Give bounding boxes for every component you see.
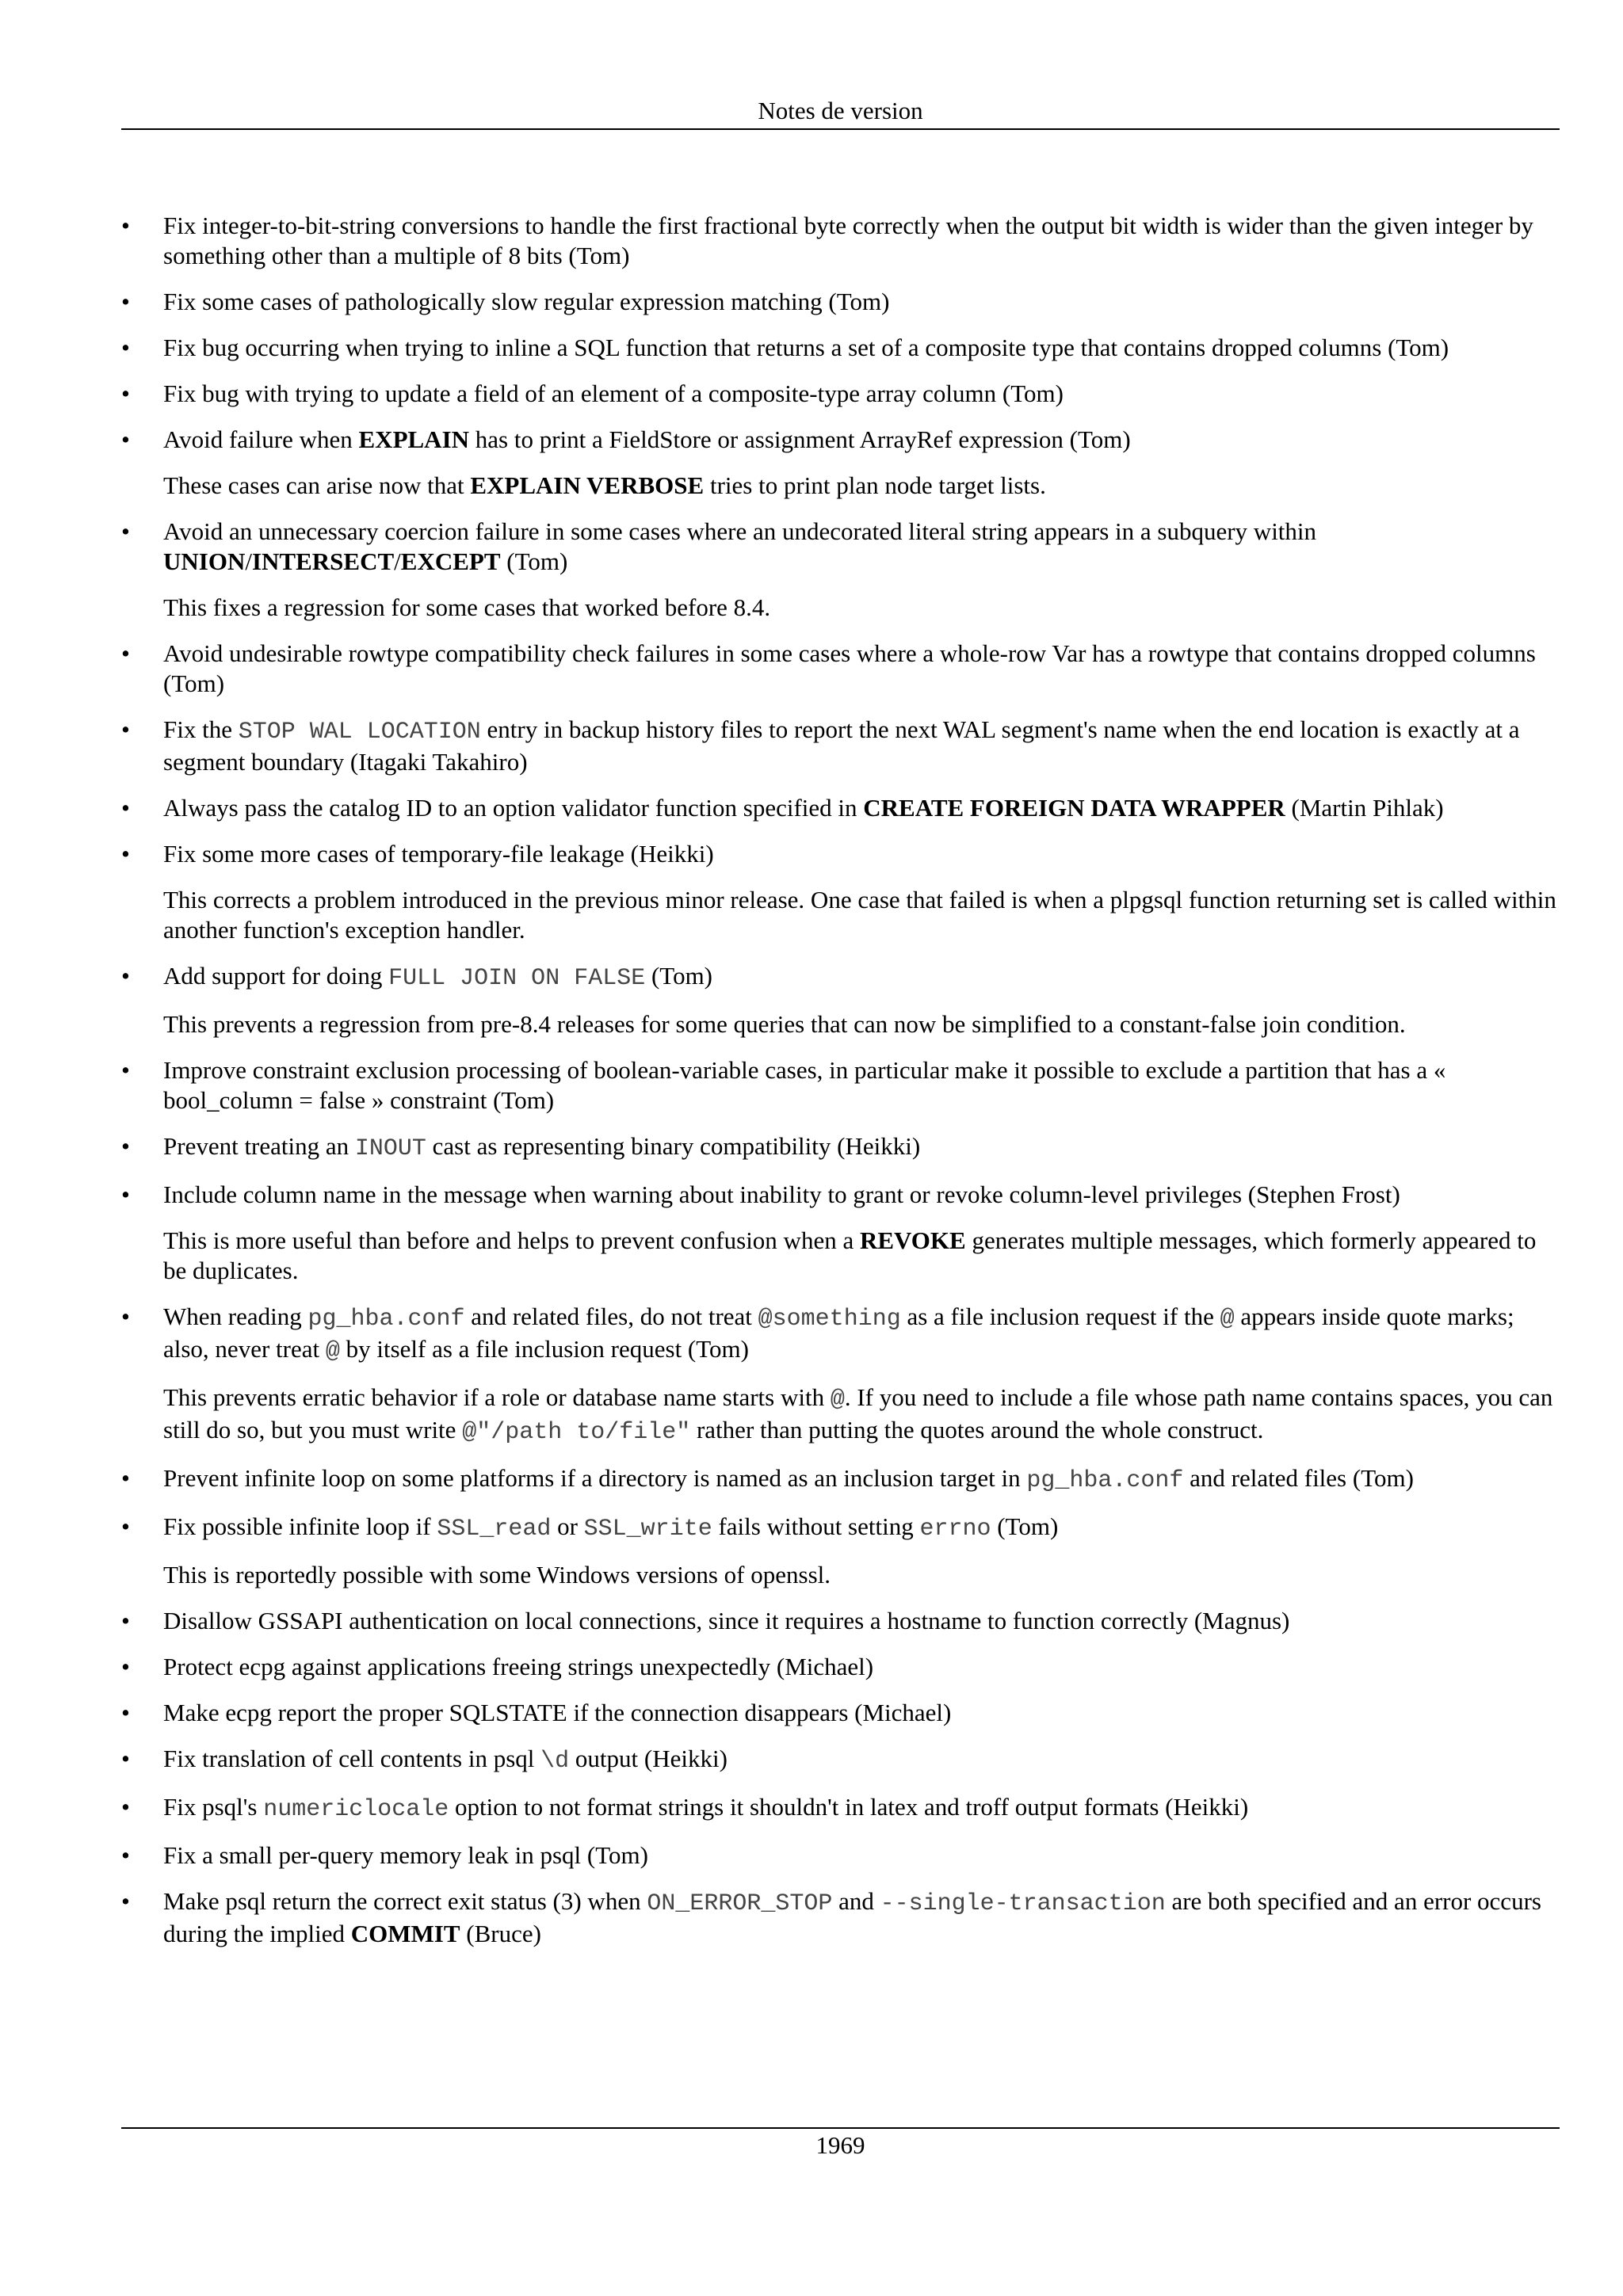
- bullet-icon: •: [121, 1512, 130, 1540]
- text-run: appears inside quote marks; also, never treat: [163, 1302, 1514, 1363]
- list-item: [121, 1606, 1560, 1636]
- list-item: [121, 1131, 1560, 1164]
- text-run: option to not format strings it shouldn't in latex and troff output formats (Heikki): [449, 1793, 1249, 1821]
- list-item: [121, 1463, 1560, 1496]
- text-run: Always pass the catalog ID to an option validator function specified in: [163, 794, 864, 822]
- text-run: Fix bug occurring when trying to inline a SQL function that returns a set of a composite type that contains dropped columns (Tom): [163, 334, 1449, 361]
- text-run: are both specified and an error occurs during the implied: [163, 1887, 1541, 1947]
- text-run: (Bruce): [460, 1920, 541, 1947]
- bullet-icon: •: [121, 334, 130, 361]
- bullet-icon: •: [121, 962, 130, 990]
- command-keyword: UNION: [163, 547, 246, 575]
- text-run: This is more useful than before and helps to prevent confusion when a: [163, 1226, 860, 1254]
- text-run: Avoid undesirable rowtype compatibility check failures in some cases where a whole-row Var has a rowtype that contains dropped columns (Tom): [163, 639, 1536, 697]
- text-run: Fix a small per-query memory leak in psql (Tom): [163, 1841, 648, 1869]
- text-run: by itself as a file inclusion request (Tom): [339, 1335, 749, 1363]
- text-run: Improve constraint exclusion processing of boolean-variable cases, in particular make it possible to exclude a partition that has a « bool_column = false » constraint (Tom): [163, 1056, 1446, 1114]
- list-item: [121, 425, 1560, 501]
- text-run: Fix translation of cell contents in psql: [163, 1745, 541, 1772]
- text-run: fails without setting: [712, 1512, 920, 1540]
- text-run: cast as representing binary compatibility (Heikki): [426, 1132, 921, 1160]
- list-item: [121, 1886, 1560, 1949]
- text-run: tries to print plan node target lists.: [704, 471, 1046, 499]
- bullet-icon: •: [121, 715, 130, 743]
- code-literal: SSL_write: [583, 1516, 712, 1543]
- text-run: Include column name in the message when warning about inability to grant or revoke column-level privileges (Stephen Frost): [163, 1180, 1400, 1208]
- command-keyword: EXCEPT: [400, 547, 501, 575]
- list-item: [121, 517, 1560, 623]
- bullet-icon: •: [121, 639, 130, 667]
- item-text: [163, 1840, 1560, 1871]
- item-text: [163, 1512, 1560, 1544]
- text-run: This fixes a regression for some cases that worked before 8.4.: [163, 593, 771, 621]
- text-run: has to print a FieldStore or assignment ArrayRef expression (Tom): [469, 425, 1131, 453]
- text-run: Add support for doing: [163, 962, 389, 990]
- bullet-icon: •: [121, 425, 130, 453]
- list-item: [121, 1698, 1560, 1728]
- page-header-title: Notes de version: [758, 97, 923, 124]
- bullet-icon: •: [121, 1841, 130, 1869]
- item-text: [163, 1652, 1560, 1682]
- list-item: [121, 961, 1560, 1039]
- item-text: [163, 639, 1560, 699]
- item-text: [163, 1886, 1560, 1949]
- bullet-icon: •: [121, 1653, 130, 1680]
- list-item: [121, 1792, 1560, 1825]
- code-literal: SSL_read: [437, 1516, 552, 1543]
- code-literal: @: [1220, 1306, 1235, 1333]
- text-run: This prevents a regression from pre-8.4 releases for some queries that can now be simplified to a constant-false join condition.: [163, 1010, 1406, 1038]
- bullet-icon: •: [121, 1302, 130, 1330]
- text-run: (Tom): [991, 1512, 1059, 1540]
- command-keyword: EXPLAIN VERBOSE: [470, 471, 705, 499]
- bullet-icon: •: [121, 840, 130, 868]
- text-run: Fix some cases of pathologically slow regular expression matching (Tom): [163, 288, 890, 315]
- command-keyword: COMMIT: [350, 1920, 460, 1947]
- item-text: [163, 1698, 1560, 1728]
- list-item: [121, 793, 1560, 823]
- text-run: Make psql return the correct exit status (3) when: [163, 1887, 647, 1915]
- bullet-icon: •: [121, 1699, 130, 1726]
- code-literal: errno: [919, 1516, 991, 1543]
- item-text: [163, 1302, 1560, 1367]
- text-run: generates multiple messages, which formerly appeared to be duplicates.: [163, 1226, 1537, 1284]
- text-run: Make ecpg report the proper SQLSTATE if the connection disappears (Michael): [163, 1699, 952, 1726]
- code-literal: @: [830, 1386, 845, 1413]
- item-text: [163, 1131, 1560, 1164]
- item-text: [163, 425, 1560, 455]
- text-run: These cases can arise now that: [163, 471, 471, 499]
- command-keyword: REVOKE: [859, 1226, 966, 1254]
- code-literal: --single-transaction: [880, 1890, 1166, 1917]
- page-number: 1969: [815, 2131, 865, 2159]
- item-text: [163, 1055, 1560, 1116]
- text-run: /: [394, 547, 401, 575]
- code-literal: @something: [758, 1306, 901, 1333]
- item-note: [163, 1383, 1560, 1447]
- bullet-icon: •: [121, 794, 130, 822]
- text-run: output (Heikki): [569, 1745, 727, 1772]
- list-item: [121, 1180, 1560, 1286]
- text-run: Fix psql's: [163, 1793, 264, 1821]
- bullet-icon: •: [121, 1464, 130, 1492]
- text-run: (Tom): [500, 547, 568, 575]
- list-item: [121, 1302, 1560, 1447]
- list-item: [121, 379, 1560, 409]
- text-run: Avoid failure when: [163, 425, 359, 453]
- bullet-icon: •: [121, 1132, 130, 1160]
- command-keyword: INTERSECT: [251, 547, 395, 575]
- bullet-icon: •: [121, 1607, 130, 1634]
- code-literal: @: [325, 1338, 340, 1365]
- code-literal: numericlocale: [263, 1796, 449, 1823]
- text-run: as a file inclusion request if the: [900, 1302, 1220, 1330]
- command-keyword: CREATE FOREIGN DATA WRAPPER: [863, 794, 1285, 822]
- code-literal: FULL JOIN ON FALSE: [388, 965, 646, 992]
- text-run: Fix the: [163, 715, 239, 743]
- item-text: [163, 1180, 1560, 1210]
- text-run: When reading: [163, 1302, 308, 1330]
- item-text: [163, 1463, 1560, 1496]
- text-run: and related files, do not treat: [464, 1302, 758, 1330]
- bullet-icon: •: [121, 1793, 130, 1821]
- item-note: [163, 1226, 1560, 1286]
- item-note: [163, 1009, 1560, 1039]
- item-text: [163, 1606, 1560, 1636]
- command-keyword: EXPLAIN: [358, 425, 470, 453]
- text-run: rather than putting the quotes around the whole construct.: [690, 1416, 1264, 1444]
- item-note: [163, 471, 1560, 501]
- item-text: [163, 517, 1560, 577]
- text-run: Disallow GSSAPI authentication on local connections, since it requires a hostname to function correctly (Magnus): [163, 1607, 1290, 1634]
- item-text: [163, 1744, 1560, 1776]
- text-run: This corrects a problem introduced in the previous minor release. One case that failed is when a plpgsql function returning set is called within another function's exception handler.: [163, 886, 1556, 944]
- bullet-icon: •: [121, 1745, 130, 1772]
- text-run: This prevents erratic behavior if a role or database name starts with: [163, 1383, 831, 1411]
- item-text: [163, 839, 1560, 869]
- list-item: [121, 1055, 1560, 1116]
- list-item: [121, 839, 1560, 945]
- list-item: [121, 211, 1560, 271]
- bullet-icon: •: [121, 1056, 130, 1084]
- text-run: Avoid an unnecessary coercion failure in some cases where an undecorated literal string appears in a subquery within: [163, 517, 1317, 545]
- list-item: [121, 287, 1560, 317]
- bullet-icon: •: [121, 1887, 130, 1915]
- text-run: Protect ecpg against applications freeing strings unexpectedly (Michael): [163, 1653, 874, 1680]
- item-text: [163, 333, 1560, 363]
- code-literal: ON_ERROR_STOP: [647, 1890, 833, 1917]
- bullet-list: [121, 211, 1560, 1949]
- code-literal: pg_hba.conf: [307, 1306, 465, 1333]
- text-run: Fix some more cases of temporary-file leakage (Heikki): [163, 840, 714, 868]
- list-item: [121, 333, 1560, 363]
- text-run: This is reportedly possible with some Windows versions of openssl.: [163, 1561, 831, 1589]
- bullet-icon: •: [121, 1180, 130, 1208]
- code-literal: INOUT: [354, 1135, 426, 1162]
- list-item: [121, 639, 1560, 699]
- text-run: Prevent treating an: [163, 1132, 355, 1160]
- text-run: and related files (Tom): [1183, 1464, 1414, 1492]
- list-item: [121, 1512, 1560, 1590]
- header-rule: [121, 128, 1560, 130]
- code-literal: \d: [540, 1748, 570, 1775]
- bullet-icon: •: [121, 517, 130, 545]
- list-item: [121, 715, 1560, 777]
- text-run: or: [551, 1512, 584, 1540]
- item-text: [163, 793, 1560, 823]
- code-literal: pg_hba.conf: [1026, 1467, 1184, 1494]
- item-text: [163, 287, 1560, 317]
- item-text: [163, 961, 1560, 994]
- list-item: [121, 1840, 1560, 1871]
- code-literal: @"/path to/file": [462, 1419, 691, 1446]
- item-note: [163, 593, 1560, 623]
- item-note: [163, 1560, 1560, 1590]
- text-run: (Martin Pihlak): [1285, 794, 1444, 822]
- code-literal: STOP WAL LOCATION: [238, 719, 481, 746]
- text-run: (Tom): [645, 962, 712, 990]
- text-run: /: [245, 547, 252, 575]
- text-run: and: [832, 1887, 880, 1915]
- text-run: Prevent infinite loop on some platforms if a directory is named as an inclusion target in: [163, 1464, 1027, 1492]
- item-text: [163, 379, 1560, 409]
- text-run: entry in backup history files to report the next WAL segment's name when the end location is exactly at a segment boundary (Itagaki Takahiro): [163, 715, 1520, 776]
- list-item: [121, 1652, 1560, 1682]
- text-run: Fix possible infinite loop if: [163, 1512, 437, 1540]
- bullet-icon: •: [121, 379, 130, 407]
- text-run: Fix bug with trying to update a field of an element of a composite-type array column (Tom): [163, 379, 1064, 407]
- item-note: [163, 885, 1560, 945]
- item-text: [163, 211, 1560, 271]
- bullet-icon: •: [121, 212, 130, 239]
- item-text: [163, 715, 1560, 777]
- bullet-icon: •: [121, 288, 130, 315]
- footer-rule: [121, 2127, 1560, 2129]
- text-run: . If you need to include a file whose path name contains spaces, you can still do so, but you must write: [163, 1383, 1553, 1444]
- release-notes-list: [121, 211, 1560, 1965]
- item-text: [163, 1792, 1560, 1825]
- text-run: Fix integer-to-bit-string conversions to handle the first fractional byte correctly when the output bit width is wider than the given integer by something other than a multiple of 8 bits (Tom): [163, 212, 1533, 269]
- list-item: [121, 1744, 1560, 1776]
